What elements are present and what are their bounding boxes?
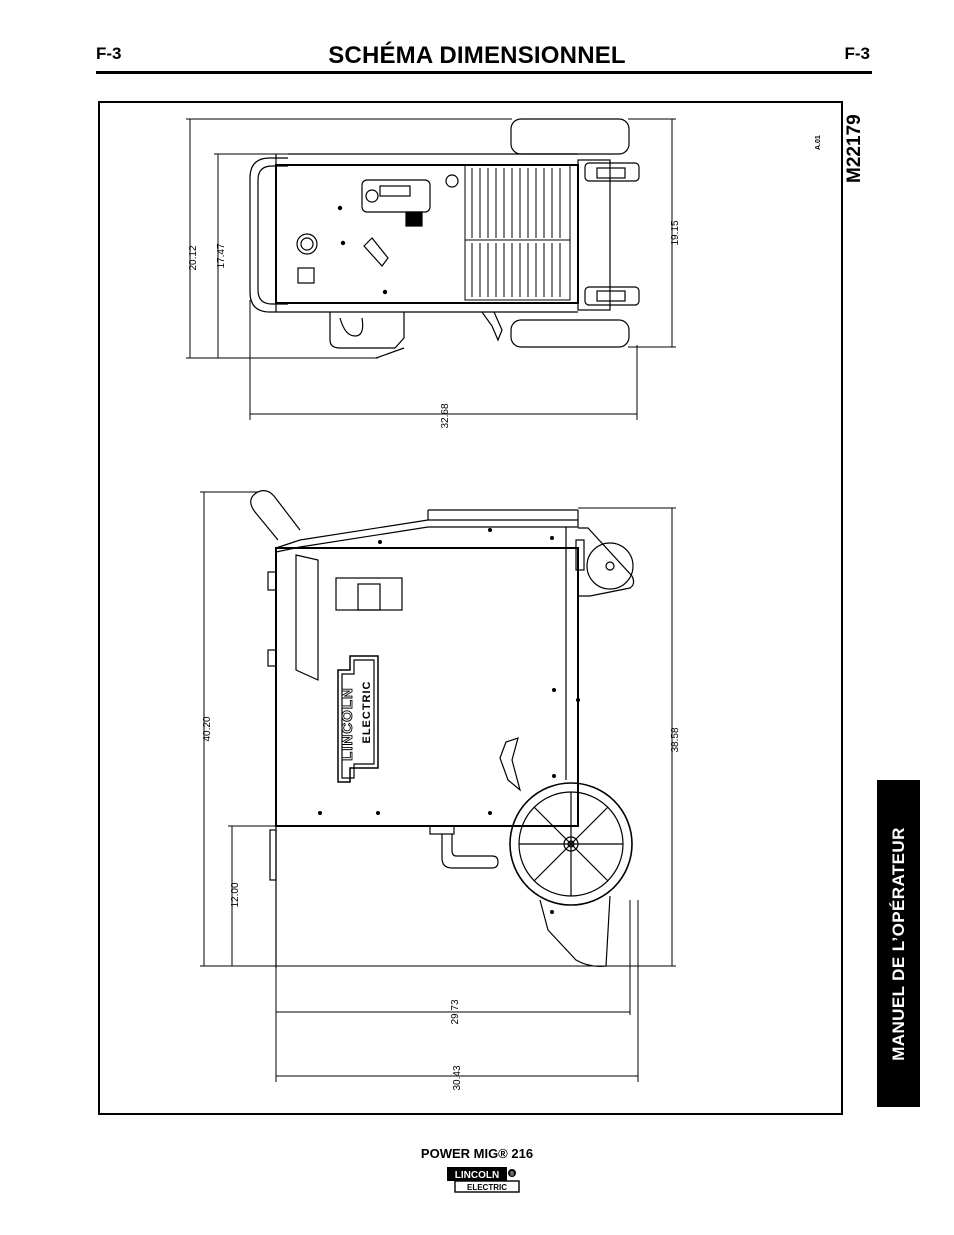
drawing-number: M22179 xyxy=(844,114,865,183)
top-view-louvres xyxy=(465,165,570,300)
dim-side-overall-height: 40.20 xyxy=(202,716,213,742)
dim-top-case-depth: 17.47 xyxy=(216,243,227,269)
top-view-case xyxy=(276,165,578,303)
top-view-torch-holder xyxy=(364,238,388,266)
drawing-revision: A.01 xyxy=(815,135,822,150)
side-view-caster-bracket xyxy=(578,528,634,596)
side-view-cylinder-tray xyxy=(540,896,610,966)
page-title: SCHÉMA DIMENSIONNEL xyxy=(328,42,626,69)
side-view-case xyxy=(276,548,578,826)
dim-top-wheelbase-width: 19.15 xyxy=(670,220,681,246)
side-view-gas-fitting xyxy=(500,738,520,790)
side-view-wheel-spokes xyxy=(519,792,623,896)
top-view-drive-rolls xyxy=(406,212,422,226)
side-view-dimensions xyxy=(200,492,676,1082)
dim-side-case-height: 38.58 xyxy=(670,727,681,753)
side-view xyxy=(251,491,634,968)
page-code-left: F-3 xyxy=(96,44,122,63)
dim-side-overall-length: 30.43 xyxy=(452,1065,463,1091)
top-view xyxy=(250,119,639,358)
side-view-front-panel xyxy=(296,555,318,680)
footer-logo xyxy=(447,1167,519,1192)
side-view-output-connector xyxy=(336,578,402,610)
top-view-rear-wheel-top xyxy=(511,119,629,154)
footer-logo-line2: ELECTRIC xyxy=(467,1183,507,1192)
dim-top-overall-length: 32.68 xyxy=(440,403,451,429)
side-view-logo-line2: ELECTRIC xyxy=(361,680,373,744)
side-view-screws xyxy=(318,528,580,815)
side-view-caster-wheel xyxy=(587,543,633,589)
side-view-logo-line1: LINCOLN xyxy=(339,687,356,761)
dim-side-case-length: 29.73 xyxy=(450,999,461,1025)
page-code-right: F-3 xyxy=(844,44,870,63)
product-name: POWER MIG® 216 xyxy=(420,1146,534,1161)
side-tab-label: MANUEL DE L’OPÉRATEUR xyxy=(888,826,908,1061)
dim-side-clearance-height: 12.00 xyxy=(230,882,241,908)
footer-logo-mark: ® xyxy=(509,1172,515,1178)
top-view-cable-hanger xyxy=(330,312,404,348)
top-view-receptacle xyxy=(298,268,314,283)
side-tab xyxy=(877,780,920,1107)
dim-top-overall-depth: 20.12 xyxy=(188,245,199,271)
top-view-knob xyxy=(297,234,317,254)
footer-logo-line1: LINCOLN xyxy=(454,1170,500,1181)
top-view-rear-wheel-bottom xyxy=(511,320,629,347)
top-view-handle xyxy=(250,158,288,312)
side-view-gas-hose xyxy=(442,834,498,868)
side-view-handle xyxy=(251,491,300,540)
